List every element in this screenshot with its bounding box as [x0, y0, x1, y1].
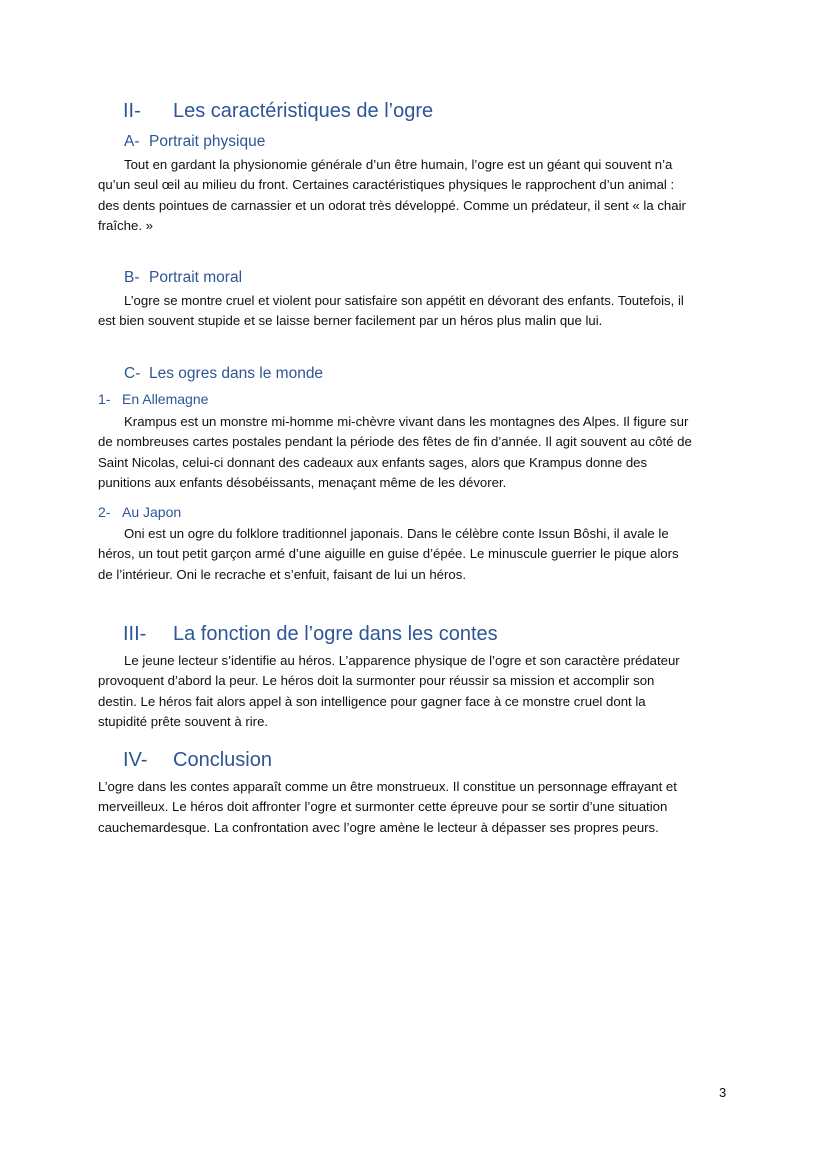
subsubheading-title: Au Japon [122, 504, 182, 520]
text-line: Tout en gardant la physionomie générale d’un être humain, l’ogre est un géant qui souvent n’a [124, 157, 673, 172]
subheading-title: Portrait moral [149, 269, 243, 286]
text-line: cauchemardesque. La confrontation avec l’ogre amène le lecteur à dépasser ses propres peurs. [98, 819, 659, 835]
section-number: IV- [123, 749, 148, 771]
text-line: de nombreuses cartes postales pendant la période des fêtes de fin d’année. Il agit souvent au côté de [98, 434, 692, 450]
paragraph-allemagne [98, 412, 730, 493]
section-number: II- [123, 100, 141, 122]
text-line: est bien souvent stupide et se laisse berner facilement par un héros plus malin que lui. [98, 313, 603, 329]
subsubheading-number: 2- [98, 504, 111, 520]
subsubheading-title: En Allemagne [122, 391, 209, 407]
subheading-number: A- [124, 133, 140, 150]
paragraph-japon [98, 524, 730, 585]
subheading-b [124, 269, 242, 287]
section-heading-iv [123, 749, 272, 772]
subheading-title: Portrait physique [149, 133, 266, 150]
section-heading-ii [123, 100, 433, 123]
text-line: Saint Nicolas, celui-ci donnant des cadeaux aux enfants sages, alors que Krampus donne des [98, 454, 648, 470]
subheading-c [124, 365, 323, 383]
section-title: Conclusion [173, 749, 272, 771]
subheading-number: B- [124, 269, 140, 286]
paragraph-conclusion [98, 777, 730, 838]
paragraph-portrait-physique [98, 155, 730, 236]
text-line: merveilleux. Le héros doit affronter l’ogre et surmonter cette épreuve pour se sortir d’une situation [98, 799, 668, 815]
text-line: provoquent d’abord la peur. Le héros doit la surmonter pour réussir sa mission et accomplir son [98, 673, 655, 689]
paragraph-portrait-moral [98, 291, 730, 332]
subheading-number: C- [124, 365, 141, 382]
text-line: stupidité prête souvent à rire. [98, 713, 269, 729]
subheading-a [124, 133, 265, 151]
section-number: III- [123, 623, 147, 645]
text-line: qu’un seul œil au milieu du front. Certaines caractéristiques physiques le rapprochent d’un animal : [98, 177, 675, 193]
subsubheading-1 [98, 391, 208, 407]
text-line: L’ogre se montre cruel et violent pour satisfaire son appétit en dévorant des enfants. Toutefois, il [124, 293, 684, 308]
text-line: Oni est un ogre du folklore traditionnel japonais. Dans le célèbre conte Issun Bôshi, il avale le [124, 526, 669, 541]
text-line: destin. Le héros fait alors appel à son intelligence pour gagner face à ce monstre cruel dont la [98, 693, 646, 709]
text-line: héros, un tout petit garçon armé d’une aiguille en guise d’épée. Le minuscule guerrier le pique alors [98, 546, 679, 562]
text-line: Le jeune lecteur s’identifie au héros. L’apparence physique de l’ogre et son caractère prédateur [124, 653, 680, 668]
text-line: des dents pointues de carnassier et un odorat très développé. Comme un prédateur, il sent « la chair [98, 197, 686, 213]
section-heading-iii [123, 623, 498, 646]
section-title: Les caractéristiques de l’ogre [173, 100, 434, 122]
text-line: L’ogre dans les contes apparaît comme un être monstrueux. Il constitue un personnage effrayant et [98, 779, 677, 794]
text-line: punitions aux enfants désobéissants, menaçant même de les dévorer. [98, 474, 507, 490]
subsubheading-2 [98, 504, 181, 520]
paragraph-fonction [98, 651, 730, 732]
text-line: de l’intérieur. Oni le recrache et s’enfuit, faisant de lui un héros. [98, 566, 466, 582]
text-line: Krampus est un monstre mi-homme mi-chèvre vivant dans les montagnes des Alpes. Il figure sur [124, 414, 689, 429]
text-line: fraîche. » [98, 217, 153, 233]
section-title: La fonction de l’ogre dans les contes [173, 623, 498, 645]
page-number: 3 [719, 1085, 727, 1100]
subheading-title: Les ogres dans le monde [149, 365, 324, 382]
subsubheading-number: 1- [98, 391, 111, 407]
